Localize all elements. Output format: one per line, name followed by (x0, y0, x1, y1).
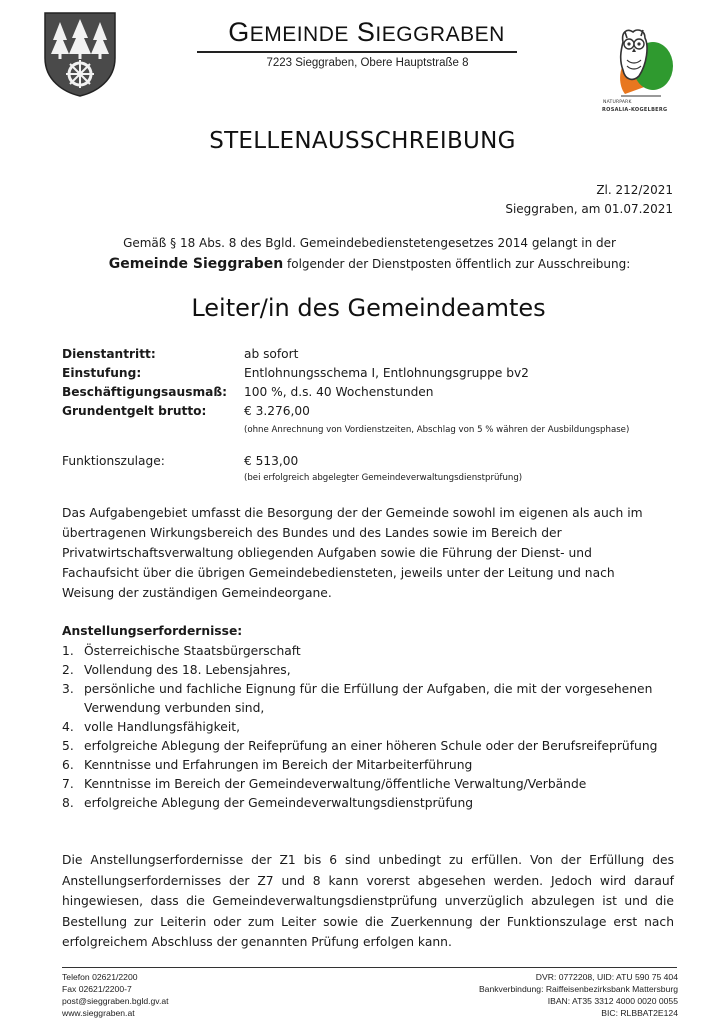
detail-term: Funktionszulage: (62, 454, 165, 468)
final-paragraph: Die Anstellungserfordernisse der Z1 bis 6 sind unbedingt zu erfüllen. Von der Erfüllung des Anstellungserfordernisses der Z7 und 8 kann vorerst abgesehen werden. Jedoch wird darauf hingewiesen, dass die Gemeindeverwaltungsdienstprüfung unverzüglich abzulegen ist und die Bestellung zur Leiterin oder zum Leiter sowie die Zuerkennung der Funktionszulage erst nach erfolgreichem Abschluss der genannten Prüfung erfolgen kann. (62, 853, 674, 949)
intro-municipality: Gemeinde Sieggraben (108, 256, 284, 272)
footer-dvr: DVR: 0772208, UID: ATU 590 75 404 (535, 972, 678, 982)
description-line: Weisung der zuständigen Gemeindeorgane. (62, 586, 332, 600)
logo-caption-name: ROSALIA-KOGELBERG (602, 107, 668, 113)
footer-fax: Fax 02621/2200-7 (62, 984, 132, 994)
list-item: 1. Österreichische Staatsbürgerschaft (62, 644, 301, 658)
list-item: 7. Kenntnisse im Bereich der Gemeindeverwaltung/öffentliche Verwaltung/Verbände (62, 777, 587, 791)
detail-value: Entlohnungsschema I, Entlohnungsgruppe bv2 (244, 366, 529, 380)
description-line: Privatwirtschaftsverwaltung obliegenden Aufgaben sowie die Führung der Dienst- und (62, 546, 592, 560)
list-item: 8. erfolgreiche Ablegung der Gemeindeverwaltungsdienstprüfung (62, 796, 474, 810)
footer-bic: BIC: RLBBAT2E124 (601, 1008, 678, 1018)
intro-line-2-rest: folgender der Dienstposten öffentlich zur Ausschreibung: (283, 257, 631, 271)
intro-line-1: Gemäß § 18 Abs. 8 des Bgld. Gemeindebedienstetengesetzes 2014 gelangt in der (123, 236, 616, 250)
detail-value: ab sofort (244, 347, 299, 361)
position-title: Leiter/in des Gemeindeamtes (191, 294, 546, 322)
reference-number: Zl. 212/2021 (596, 183, 673, 197)
logo-caption-small: NATURPARK (603, 100, 632, 105)
reference-date: Sieggraben, am 01.07.2021 (505, 202, 673, 216)
detail-term: Dienstantritt: (62, 347, 156, 361)
list-item: 2. Vollendung des 18. Lebensjahres, (62, 663, 291, 677)
document-heading: STELLENAUSSCHREIBUNG (209, 128, 516, 154)
header-underline (197, 51, 517, 53)
footer-email-link[interactable]: post@sieggraben.bgld.gv.at (62, 996, 169, 1006)
detail-note: (bei erfolgreich abgelegter Gemeindeverwaltungsdienstprüfung) (244, 473, 523, 483)
list-item: 4. volle Handlungsfähigkeit, (62, 720, 240, 734)
description-line: Das Aufgabengebiet umfasst die Besorgung der der Gemeinde sowohl im eigenen als auch im (62, 506, 643, 520)
intro-line-2 (0, 256, 725, 272)
detail-value: € 513,00 (244, 454, 299, 468)
footer-divider (62, 967, 677, 968)
footer-iban: IBAN: AT35 3312 4000 0020 0055 (547, 996, 678, 1006)
requirements-heading: Anstellungserfordernisse: (62, 624, 243, 638)
footer-phone: Telefon 02621/2200 (62, 972, 138, 982)
header-address: 7223 Sieggraben, Obere Hauptstraße 8 (266, 57, 469, 69)
detail-value: 100 %, d.s. 40 Wochenstunden (244, 385, 434, 399)
footer-bank: Bankverbindung: Raiffeisenbezirksbank Mattersburg (478, 984, 678, 994)
list-item: 3. persönliche und fachliche Eignung für die Erfüllung der Aufgaben, die mit der vorgesehenen Verwendung verbunden sind, (62, 682, 653, 715)
list-item: 5. erfolgreiche Ablegung der Reifeprüfung an einer höheren Schule oder der Berufsreifeprüfung (62, 739, 658, 753)
detail-term: Einstufung: (62, 366, 142, 380)
list-item: 6. Kenntnisse und Erfahrungen im Bereich der Mitarbeiterführung (62, 758, 473, 772)
detail-term: Beschäftigungsausmaß: (62, 385, 228, 399)
detail-value: € 3.276,00 (244, 404, 310, 418)
description-line: Fachaufsicht über die übrigen Gemeindebediensteten, jeweils unter der Leitung und nach (62, 566, 615, 580)
detail-note: (ohne Anrechnung von Vordienstzeiten, Abschlag von 5 % währen der Ausbildungsphase) (244, 425, 630, 435)
detail-term: Grundentgelt brutto: (62, 404, 207, 418)
description-line: übertragenen Wirkungsbereich des Bundes und des Landes sowie im Bereich der (62, 526, 562, 540)
municipality-name: GEMEINDE SIEGGRABEN (228, 17, 505, 47)
footer-website-link[interactable]: www.sieggraben.at (62, 1008, 135, 1018)
